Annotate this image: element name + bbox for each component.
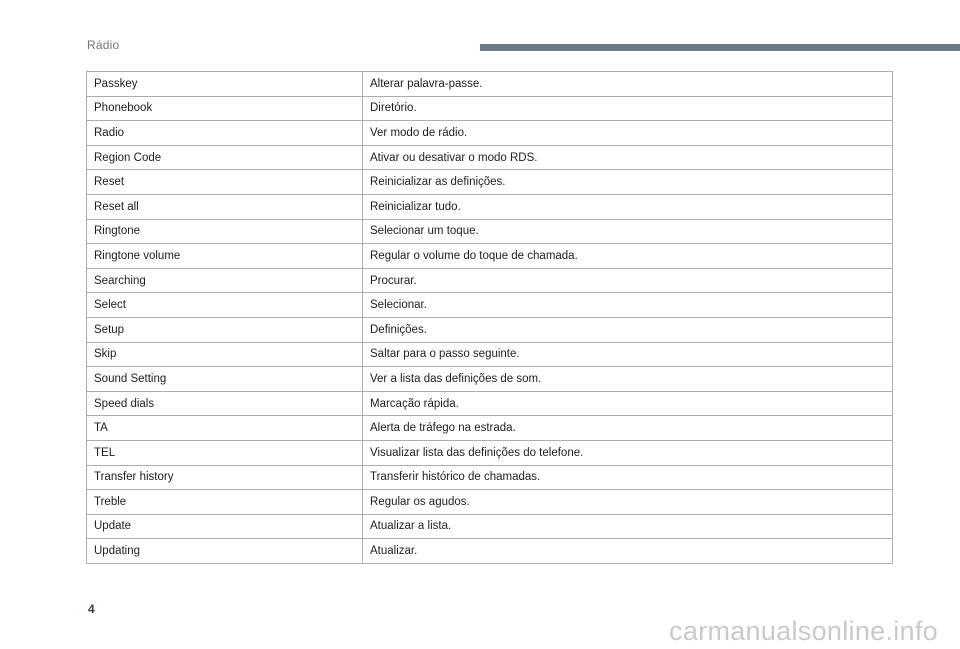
table-row: [87, 539, 893, 564]
term-cell: Radio: [87, 121, 363, 146]
term-cell: Updating: [87, 539, 363, 564]
description-cell: Visualizar lista das definições do telefone.: [363, 440, 893, 465]
description-cell: Regular o volume do toque de chamada.: [363, 244, 893, 269]
term-cell: Passkey: [87, 72, 363, 97]
term-cell: TEL: [87, 440, 363, 465]
table-row: [87, 465, 893, 490]
description-cell: Selecionar um toque.: [363, 219, 893, 244]
table-row: [87, 268, 893, 293]
description-cell: Ativar ou desativar o modo RDS.: [363, 145, 893, 170]
table-row: [87, 416, 893, 441]
description-cell: Atualizar a lista.: [363, 514, 893, 539]
term-cell: Speed dials: [87, 391, 363, 416]
table-row: [87, 317, 893, 342]
table-row: [87, 367, 893, 392]
term-cell: Reset: [87, 170, 363, 195]
term-cell: Treble: [87, 490, 363, 515]
term-cell: TA: [87, 416, 363, 441]
glossary-table: [86, 71, 893, 564]
description-cell: Saltar para o passo seguinte.: [363, 342, 893, 367]
table-row: [87, 490, 893, 515]
table-row: [87, 96, 893, 121]
description-cell: Ver a lista das definições de som.: [363, 367, 893, 392]
description-cell: Marcação rápida.: [363, 391, 893, 416]
table-row: [87, 170, 893, 195]
term-cell: Region Code: [87, 145, 363, 170]
description-cell: Ver modo de rádio.: [363, 121, 893, 146]
table-row: [87, 121, 893, 146]
description-cell: Procurar.: [363, 268, 893, 293]
table-row: [87, 219, 893, 244]
term-cell: Sound Setting: [87, 367, 363, 392]
table-row: [87, 145, 893, 170]
term-cell: Update: [87, 514, 363, 539]
description-cell: Alterar palavra-passe.: [363, 72, 893, 97]
description-cell: Atualizar.: [363, 539, 893, 564]
table-row: [87, 72, 893, 97]
description-cell: Definições.: [363, 317, 893, 342]
term-cell: Transfer history: [87, 465, 363, 490]
term-cell: Ringtone volume: [87, 244, 363, 269]
description-cell: Reinicializar as definições.: [363, 170, 893, 195]
description-cell: Regular os agudos.: [363, 490, 893, 515]
table-row: [87, 342, 893, 367]
description-cell: Reinicializar tudo.: [363, 194, 893, 219]
table-row: [87, 440, 893, 465]
term-cell: Setup: [87, 317, 363, 342]
table-row: [87, 293, 893, 318]
term-cell: Reset all: [87, 194, 363, 219]
table-row: [87, 391, 893, 416]
term-cell: Skip: [87, 342, 363, 367]
table-row: [87, 514, 893, 539]
section-title: Rádio: [87, 38, 120, 52]
table-row: [87, 194, 893, 219]
description-cell: Diretório.: [363, 96, 893, 121]
term-cell: Ringtone: [87, 219, 363, 244]
page-number: 4: [88, 602, 95, 616]
term-cell: Select: [87, 293, 363, 318]
table-row: [87, 244, 893, 269]
watermark: carmanualsonline.info: [669, 616, 938, 646]
term-cell: Searching: [87, 268, 363, 293]
term-cell: Phonebook: [87, 96, 363, 121]
header-divider-bar: [480, 44, 960, 51]
description-cell: Selecionar.: [363, 293, 893, 318]
description-cell: Alerta de tráfego na estrada.: [363, 416, 893, 441]
description-cell: Transferir histórico de chamadas.: [363, 465, 893, 490]
